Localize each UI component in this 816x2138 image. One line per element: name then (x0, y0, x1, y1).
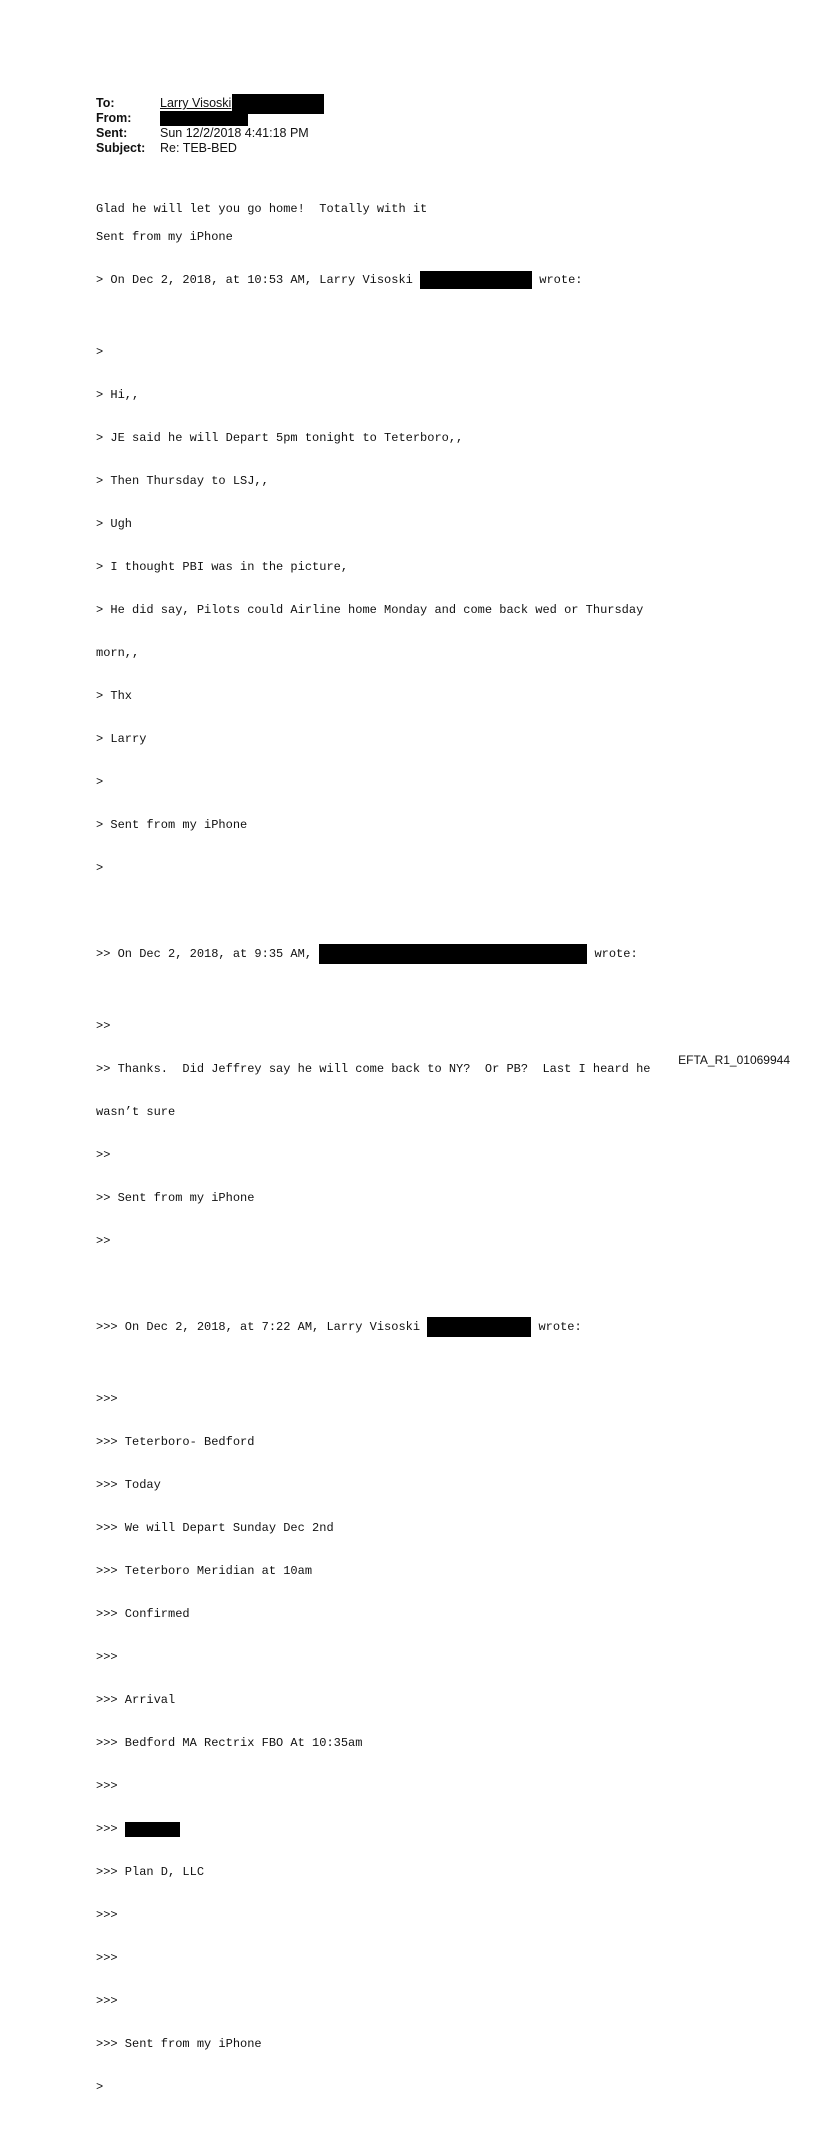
email-header (96, 96, 324, 156)
quote-1-body (96, 316, 651, 904)
quote-line: >>> Teterboro Meridian at 10am (96, 1563, 313, 1578)
quote-1-intro-suffix: wrote: (532, 273, 583, 288)
quote-line: >>> (96, 1908, 118, 1923)
quote-1-intro (96, 273, 651, 287)
quote-line: >>> Today (96, 1477, 161, 1492)
quote-3-intro-text: >>> On Dec 2, 2018, at 7:22 AM, Larry Visoski (96, 1320, 428, 1335)
quote-2-intro-text: >> On Dec 2, 2018, at 9:35 AM, (96, 947, 320, 962)
quote-line: >> (96, 1018, 111, 1033)
quote-line: > Larry (96, 732, 147, 747)
subject-label: Subject: (96, 141, 146, 155)
to-row (96, 96, 324, 111)
quote-line: >>> Sent from my iPhone (96, 2037, 262, 2052)
quote-line: >>> (96, 1391, 118, 1406)
quote-line: > He did say, Pilots could Airline home Monday and come back wed or Thursday (96, 602, 644, 617)
quote-1-email-redaction (420, 271, 532, 289)
quote-line: > Thx (96, 689, 133, 703)
quote-line: >>> (96, 1650, 118, 1665)
sent-value: Sun 12/2/2018 4:41:18 PM (160, 126, 309, 140)
quoted-thread (96, 230, 651, 2138)
quote-line: > (96, 861, 104, 876)
quote-line: >>> (96, 1994, 118, 2009)
quote-redacted-line (96, 1822, 651, 1836)
quote-line: > (96, 344, 104, 359)
quote-3-email-redaction (427, 1317, 531, 1337)
intro-line: Glad he will let you go home! Totally with it (96, 201, 428, 216)
quote-line: >> Thanks. Did Jeffrey say he will come back to NY? Or PB? Last I heard he (96, 1061, 651, 1076)
quote-1-intro-text: > On Dec 2, 2018, at 10:53 AM, Larry Visoski (96, 273, 421, 288)
quote-2-sender-redaction (319, 944, 587, 964)
to-name: Larry Visoski (160, 96, 232, 110)
quote-line: > Sent from my iPhone (96, 818, 248, 833)
from-label: From: (96, 111, 132, 125)
quote-2-intro (96, 947, 651, 961)
quote-line: >>> Arrival (96, 1693, 176, 1708)
from-redaction (160, 111, 248, 126)
quote-line: > JE said he will Depart 5pm tonight to Teterboro,, (96, 430, 464, 445)
quote-line: >>> Bedford MA Rectrix FBO At 10:35am (96, 1736, 363, 1751)
quote-2-body (96, 990, 651, 1277)
quote-line: >>> (96, 1779, 118, 1794)
quote-2-intro-suffix: wrote: (587, 947, 638, 962)
subject-row (96, 141, 324, 156)
sent-row (96, 126, 324, 141)
quote-line: > I thought PBI was in the picture, (96, 559, 349, 574)
quote-3-body (96, 1363, 651, 2123)
quote-line: > Hi,, (96, 387, 140, 402)
quote-line: >> (96, 1234, 111, 1249)
quote-line: >>> We will Depart Sunday Dec 2nd (96, 1520, 334, 1535)
quote-line: >>> Confirmed (96, 1607, 190, 1621)
quote-line: >>> Teterboro- Bedford (96, 1434, 255, 1449)
quote-3-intro-suffix: wrote: (531, 1320, 582, 1335)
to-label: To: (96, 96, 115, 110)
quote-line: > Then Thursday to LSJ,, (96, 473, 269, 488)
quote-line: wasn’t sure (96, 1104, 176, 1119)
quote-line: > (96, 775, 104, 790)
document-id: EFTA_R1_01069944 (678, 1053, 790, 1067)
quote-line: >> Sent from my iPhone (96, 1191, 255, 1206)
signature-name-redaction (125, 1822, 180, 1837)
signature-line: Sent from my iPhone (96, 229, 233, 244)
quote-line: morn,, (96, 645, 140, 660)
sent-label: Sent: (96, 126, 128, 140)
quote-prefix: >>> (96, 1822, 125, 1837)
quote-line: >> (96, 1148, 111, 1162)
quote-line: > Ugh (96, 516, 133, 531)
subject-value: Re: TEB-BED (160, 141, 237, 155)
quote-line: >>> (96, 1951, 118, 1966)
quote-3-intro (96, 1320, 651, 1334)
quote-line: >>> Plan D, LLC (96, 1865, 205, 1880)
quote-line: > (96, 2080, 104, 2095)
